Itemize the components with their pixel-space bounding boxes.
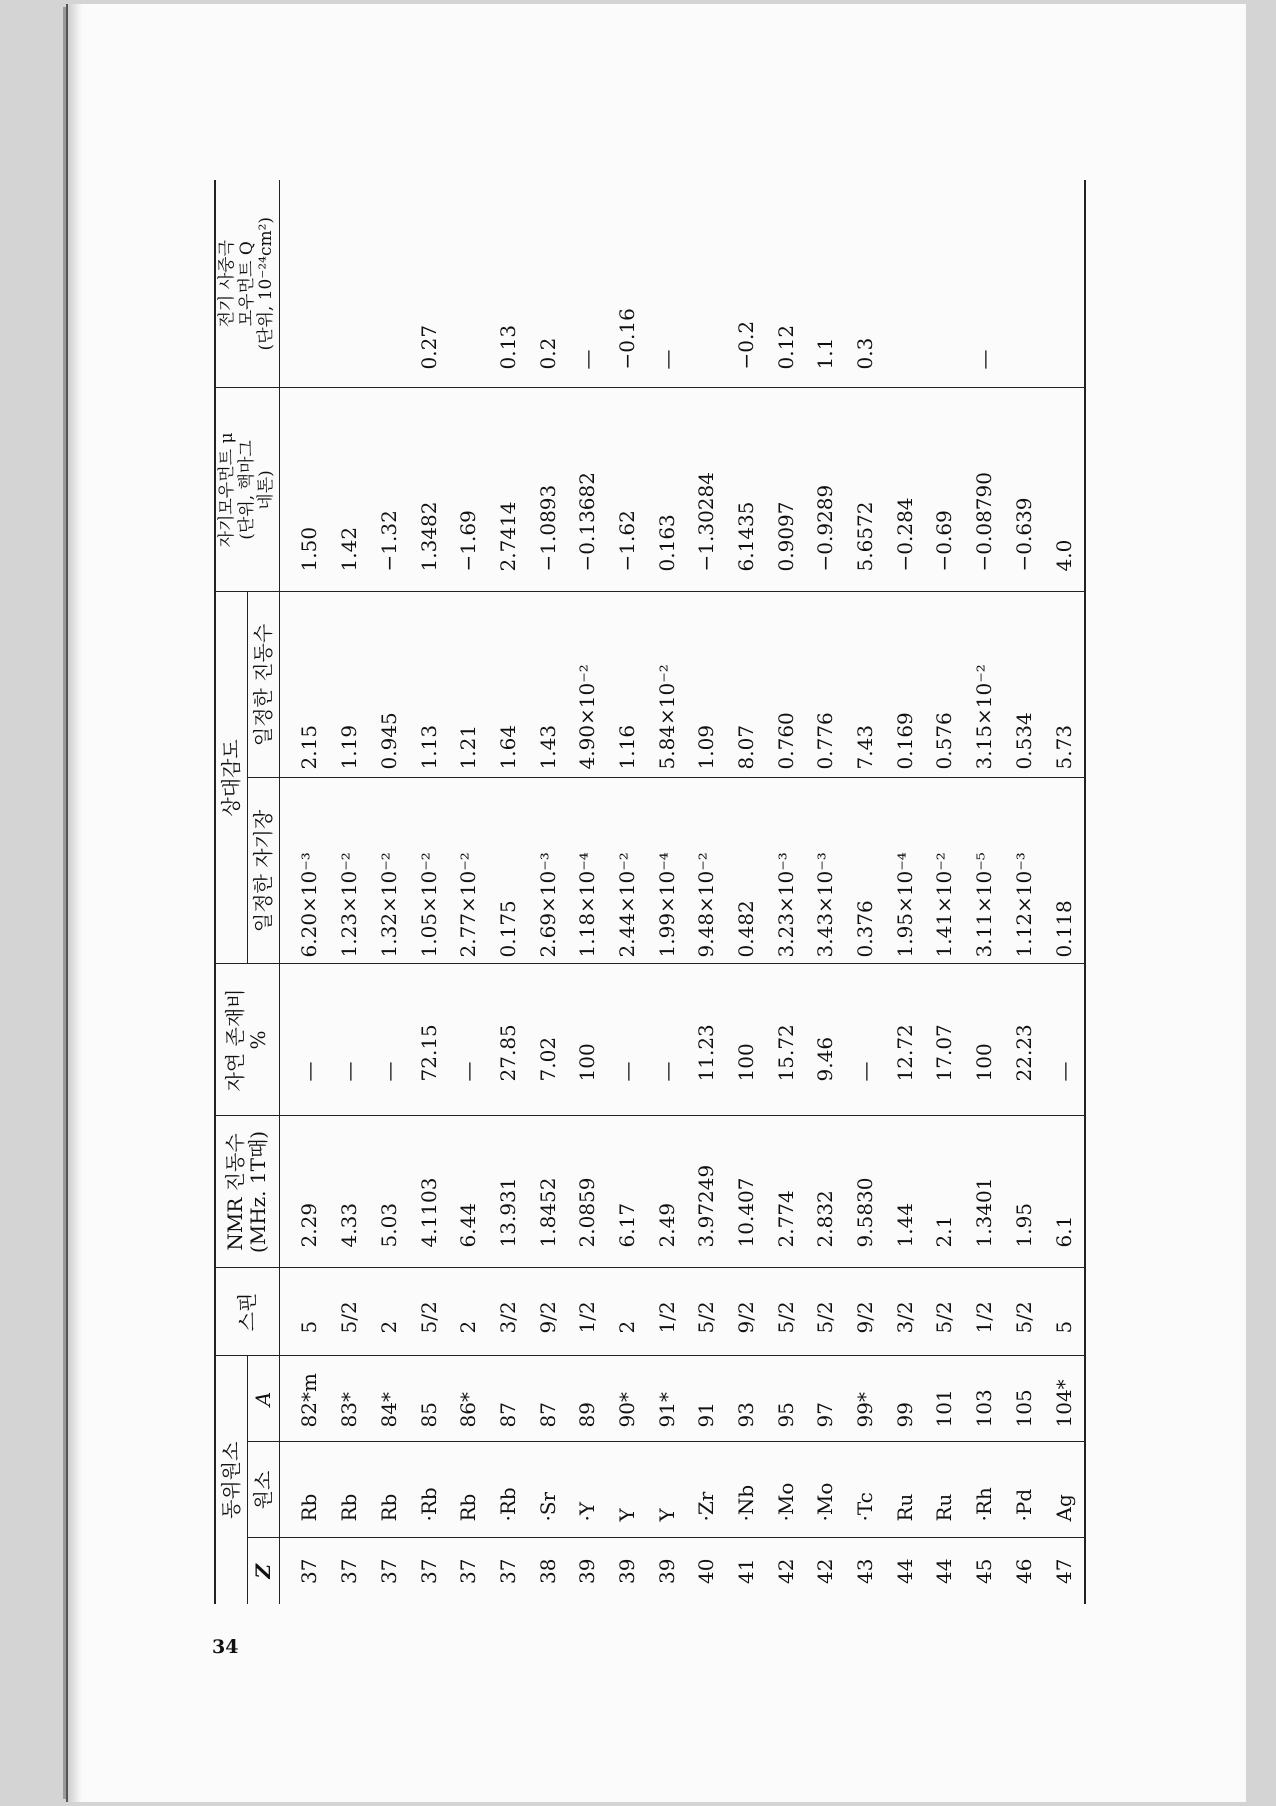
header-sensitivity-frequency: 일정한 진동수	[247, 592, 279, 778]
magnetic-moment-value: −0.284	[885, 388, 925, 592]
magnetic-moment-value: 1.50	[279, 388, 329, 592]
sensitivity-frequency-value: 1.09	[686, 592, 726, 778]
isotope-z: 39	[607, 1538, 647, 1604]
isotope-mass-number: 104*	[1043, 1356, 1084, 1442]
isotope-mass-number: 84*	[369, 1356, 409, 1442]
header-mu-line3: 네톤)	[256, 470, 277, 510]
isotope-mass-number: 89	[567, 1356, 607, 1442]
header-spin: 스핀	[215, 1268, 279, 1356]
quadrupole-moment-value: 0.12	[773, 324, 798, 370]
nmr-frequency-value: 4.33	[329, 1116, 369, 1268]
isotope-element: Y	[607, 1442, 647, 1538]
isotope-mass-number: 91*	[647, 1356, 687, 1442]
isotope-mass-number: 103	[964, 1356, 1004, 1442]
sensitivity-frequency-value: 1.16	[607, 592, 647, 778]
isotope-element: Ru	[924, 1442, 964, 1538]
spin-value: 9/2	[845, 1268, 885, 1356]
quadrupole-moment-value	[329, 180, 369, 388]
quadrupole-moment-value: 0.13	[495, 324, 520, 370]
header-abundance-line2: %	[246, 1030, 271, 1050]
sensitivity-frequency-value: 3.15×10⁻²	[964, 592, 1004, 778]
isotope-mass-number: 97	[805, 1356, 845, 1442]
sensitivity-frequency-value: 0.576	[924, 592, 964, 778]
isotope-element: ·Y	[567, 1442, 607, 1538]
sensitivity-field-value: 0.376	[845, 778, 885, 964]
isotope-mass-number: 101	[924, 1356, 964, 1442]
isotope-element: ·Mo	[766, 1442, 806, 1538]
isotope-mass-number: 82*m	[279, 1356, 329, 1442]
isotope-mass-number: 83*	[329, 1356, 369, 1442]
magnetic-moment-value: 5.6572	[845, 388, 885, 592]
magnetic-moment-value: −1.69	[448, 388, 488, 592]
spin-value: 5/2	[805, 1268, 845, 1356]
spin-value: 5/2	[766, 1268, 806, 1356]
quadrupole-moment-value: —	[575, 349, 600, 370]
sensitivity-field-value: 2.77×10⁻²	[448, 778, 488, 964]
header-q-line2: 모우먼트 Q	[236, 241, 257, 327]
quadrupole-moment-value	[1004, 180, 1044, 388]
isotope-z: 37	[369, 1538, 409, 1604]
header-quadrupole-moment	[215, 180, 279, 388]
magnetic-moment-value: −0.9289	[805, 388, 845, 592]
spin-value: 5/2	[329, 1268, 369, 1356]
magnetic-moment-value: 6.1435	[726, 388, 766, 592]
isotope-z: 38	[528, 1538, 568, 1604]
isotope-element: ·Rb	[409, 1442, 449, 1538]
natural-abundance-value: 27.85	[488, 964, 528, 1116]
nmr-frequency-value: 2.774	[766, 1116, 806, 1268]
isotope-mass-number: 85	[409, 1356, 449, 1442]
table-row	[726, 180, 766, 1604]
spin-value: 2	[369, 1268, 409, 1356]
quadrupole-moment-value: 0.2	[535, 337, 560, 370]
isotope-z: 41	[726, 1538, 766, 1604]
sensitivity-field-value: 1.05×10⁻²	[409, 778, 449, 964]
natural-abundance-value: —	[279, 964, 329, 1116]
natural-abundance-value: 17.07	[924, 964, 964, 1116]
header-sensitivity-field: 일정한 자기장	[247, 778, 279, 964]
magnetic-moment-value: 1.3482	[409, 388, 449, 592]
natural-abundance-value: 100	[726, 964, 766, 1116]
sensitivity-field-value: 3.11×10⁻⁵	[964, 778, 1004, 964]
isotope-z: 44	[924, 1538, 964, 1604]
quadrupole-moment-value: 0.3	[852, 337, 877, 370]
magnetic-moment-value: −1.0893	[528, 388, 568, 592]
sensitivity-frequency-value: 1.43	[528, 592, 568, 778]
header-z: Z	[247, 1538, 279, 1604]
magnetic-moment-value: −1.62	[607, 388, 647, 592]
isotope-element: Ru	[885, 1442, 925, 1538]
sensitivity-frequency-value: 1.64	[488, 592, 528, 778]
nmr-frequency-value: 1.44	[885, 1116, 925, 1268]
table-row	[567, 180, 607, 1604]
natural-abundance-value: 12.72	[885, 964, 925, 1116]
spin-value: 5	[1043, 1268, 1084, 1356]
page-number: 34	[212, 1636, 239, 1658]
spin-value: 3/2	[885, 1268, 925, 1356]
isotope-z: 37	[279, 1538, 329, 1604]
table-row	[279, 180, 329, 1604]
sensitivity-frequency-value: 4.90×10⁻²	[567, 592, 607, 778]
natural-abundance-value: —	[329, 964, 369, 1116]
quadrupole-moment-value	[448, 180, 488, 388]
spin-value: 2	[607, 1268, 647, 1356]
isotope-z: 37	[409, 1538, 449, 1604]
spin-value: 2	[448, 1268, 488, 1356]
sensitivity-frequency-value: 1.13	[409, 592, 449, 778]
isotope-mass-number: 105	[1004, 1356, 1044, 1442]
table-body	[279, 180, 1085, 1604]
table-row	[924, 180, 964, 1604]
header-mu-line2: (단위, 핵마그	[236, 440, 257, 540]
isotope-element: ·Zr	[686, 1442, 726, 1538]
nmr-frequency-value: 9.5830	[845, 1116, 885, 1268]
isotope-element: ·Tc	[845, 1442, 885, 1538]
table-row	[528, 180, 568, 1604]
isotope-z: 44	[885, 1538, 925, 1604]
isotope-mass-number: 91	[686, 1356, 726, 1442]
table-row	[607, 180, 647, 1604]
spin-value: 1/2	[647, 1268, 687, 1356]
isotope-z: 37	[329, 1538, 369, 1604]
isotope-z: 47	[1043, 1538, 1084, 1604]
isotope-element: ·Pd	[1004, 1442, 1044, 1538]
header-natural-abundance	[215, 964, 279, 1116]
sensitivity-frequency-value: 0.169	[885, 592, 925, 778]
nmr-frequency-value: 6.1	[1043, 1116, 1084, 1268]
isotope-mass-number: 99	[885, 1356, 925, 1442]
isotope-element: ·Mo	[805, 1442, 845, 1538]
nmr-frequency-value: 2.29	[279, 1116, 329, 1268]
isotope-mass-number: 95	[766, 1356, 806, 1442]
sensitivity-frequency-value: 0.534	[1004, 592, 1044, 778]
nmr-frequency-value: 4.1103	[409, 1116, 449, 1268]
sensitivity-field-value: 2.69×10⁻³	[528, 778, 568, 964]
table-row	[686, 180, 726, 1604]
isotope-mass-number: 93	[726, 1356, 766, 1442]
quadrupole-moment-value	[686, 180, 726, 388]
spin-value: 5	[279, 1268, 329, 1356]
natural-abundance-value: 72.15	[409, 964, 449, 1116]
natural-abundance-value: 15.72	[766, 964, 806, 1116]
isotope-z: 43	[845, 1538, 885, 1604]
isotope-z: 42	[805, 1538, 845, 1604]
nmr-frequency-value: 2.832	[805, 1116, 845, 1268]
magnetic-moment-value: −1.30284	[686, 388, 726, 592]
isotope-element: Y	[647, 1442, 687, 1538]
sensitivity-frequency-value: 1.21	[448, 592, 488, 778]
spin-value: 5/2	[1004, 1268, 1044, 1356]
isotope-element: Rb	[448, 1442, 488, 1538]
isotope-element: Rb	[279, 1442, 329, 1538]
sensitivity-field-value: 0.118	[1043, 778, 1084, 964]
natural-abundance-value: 100	[964, 964, 1004, 1116]
quadrupole-moment-value: —	[971, 349, 996, 370]
table-row	[885, 180, 925, 1604]
isotope-z: 42	[766, 1538, 806, 1604]
spin-value: 1/2	[964, 1268, 1004, 1356]
isotope-z: 45	[964, 1538, 1004, 1604]
isotope-mass-number: 99*	[845, 1356, 885, 1442]
sensitivity-frequency-value: 5.84×10⁻²	[647, 592, 687, 778]
natural-abundance-value: —	[369, 964, 409, 1116]
sensitivity-field-value: 1.23×10⁻²	[329, 778, 369, 964]
magnetic-moment-value: 2.7414	[488, 388, 528, 592]
page-gutter	[68, 4, 82, 1802]
isotope-element: ·Sr	[528, 1442, 568, 1538]
isotope-z: 37	[448, 1538, 488, 1604]
header-isotope-group: 동위원소	[215, 1356, 247, 1604]
spin-value: 5/2	[924, 1268, 964, 1356]
magnetic-moment-value: 4.0	[1043, 388, 1084, 592]
quadrupole-moment-value	[924, 180, 964, 388]
table-row	[805, 180, 845, 1604]
header-nmr-line2: (MHz. 1T때)	[246, 1130, 271, 1254]
header-element: 원소	[247, 1442, 279, 1538]
sensitivity-field-value: 3.43×10⁻³	[805, 778, 845, 964]
natural-abundance-value: 11.23	[686, 964, 726, 1116]
nmr-frequency-value: 10.407	[726, 1116, 766, 1268]
header-nmr-frequency	[215, 1116, 279, 1268]
isotope-element: Ag	[1043, 1442, 1084, 1538]
nmr-frequency-value: 6.44	[448, 1116, 488, 1268]
spin-value: 3/2	[488, 1268, 528, 1356]
natural-abundance-value: 22.23	[1004, 964, 1044, 1116]
magnetic-moment-value: −0.13682	[567, 388, 607, 592]
sensitivity-field-value: 1.32×10⁻²	[369, 778, 409, 964]
spin-value: 9/2	[726, 1268, 766, 1356]
natural-abundance-value: —	[1043, 964, 1084, 1116]
magnetic-moment-value: 0.163	[647, 388, 687, 592]
table-row	[488, 180, 528, 1604]
isotope-z: 39	[567, 1538, 607, 1604]
sensitivity-frequency-value: 0.760	[766, 592, 806, 778]
quadrupole-moment-value	[279, 180, 329, 388]
sensitivity-frequency-value: 8.07	[726, 592, 766, 778]
sensitivity-frequency-value: 0.776	[805, 592, 845, 778]
nmr-frequency-value: 1.8452	[528, 1116, 568, 1268]
header-magnetic-moment	[215, 388, 279, 592]
sensitivity-field-value: 1.95×10⁻⁴	[885, 778, 925, 964]
sensitivity-field-value: 1.41×10⁻²	[924, 778, 964, 964]
header-relative-sensitivity: 상대감도	[215, 592, 247, 964]
nmr-frequency-value: 5.03	[369, 1116, 409, 1268]
header-nmr-line1: NMR 진동수	[223, 1133, 248, 1251]
sensitivity-frequency-value: 0.945	[369, 592, 409, 778]
sensitivity-field-value: 1.18×10⁻⁴	[567, 778, 607, 964]
magnetic-moment-value: −1.32	[369, 388, 409, 592]
sensitivity-frequency-value: 1.19	[329, 592, 369, 778]
isotope-z: 37	[488, 1538, 528, 1604]
magnetic-moment-value: −0.639	[1004, 388, 1044, 592]
isotope-element: ·Nb	[726, 1442, 766, 1538]
sensitivity-field-value: 0.482	[726, 778, 766, 964]
table-row	[1004, 180, 1044, 1604]
sensitivity-frequency-value: 5.73	[1043, 592, 1084, 778]
table-row	[1043, 180, 1084, 1604]
spin-value: 9/2	[528, 1268, 568, 1356]
nmr-isotope-table-container	[214, 180, 1078, 1604]
nmr-frequency-value: 1.3401	[964, 1116, 1004, 1268]
isotope-z: 39	[647, 1538, 687, 1604]
table-row	[964, 180, 1004, 1604]
spin-value: 5/2	[409, 1268, 449, 1356]
nmr-frequency-value: 6.17	[607, 1116, 647, 1268]
isotope-element: ·Rb	[488, 1442, 528, 1538]
sensitivity-field-value: 1.12×10⁻³	[1004, 778, 1044, 964]
header-q-line1: 전기 사중극	[217, 239, 237, 328]
natural-abundance-value: —	[647, 964, 687, 1116]
natural-abundance-value: 9.46	[805, 964, 845, 1116]
natural-abundance-value: 7.02	[528, 964, 568, 1116]
table-row	[766, 180, 806, 1604]
header-abundance-line1: 자연 존재비	[223, 988, 248, 1092]
isotope-element: ·Rh	[964, 1442, 1004, 1538]
header-q-line3: (단위, 10⁻²⁴cm²)	[256, 216, 277, 351]
quadrupole-moment-value: —	[654, 349, 679, 370]
natural-abundance-value: —	[607, 964, 647, 1116]
magnetic-moment-value: 0.9097	[766, 388, 806, 592]
nmr-frequency-value: 1.95	[1004, 1116, 1044, 1268]
natural-abundance-value: 100	[567, 964, 607, 1116]
header-row-top	[215, 180, 247, 1604]
table-row	[409, 180, 449, 1604]
natural-abundance-value: —	[448, 964, 488, 1116]
sensitivity-field-value: 9.48×10⁻²	[686, 778, 726, 964]
magnetic-moment-value: −0.08790	[964, 388, 1004, 592]
isotope-mass-number: 90*	[607, 1356, 647, 1442]
table-row	[845, 180, 885, 1604]
isotope-element: Rb	[369, 1442, 409, 1538]
header-a: A	[247, 1356, 279, 1442]
sensitivity-field-value: 1.99×10⁻⁴	[647, 778, 687, 964]
isotope-mass-number: 86*	[448, 1356, 488, 1442]
quadrupole-moment-value	[369, 180, 409, 388]
nmr-frequency-value: 13.931	[488, 1116, 528, 1268]
spin-value: 5/2	[686, 1268, 726, 1356]
nmr-frequency-value: 3.97249	[686, 1116, 726, 1268]
quadrupole-moment-value: −0.16	[614, 308, 639, 370]
table-row	[448, 180, 488, 1604]
nmr-isotope-table	[214, 180, 1086, 1604]
sensitivity-frequency-value: 2.15	[279, 592, 329, 778]
natural-abundance-value: —	[845, 964, 885, 1116]
header-mu-line1: 자기모우먼트 μ	[217, 432, 237, 548]
table-row	[369, 180, 409, 1604]
nmr-frequency-value: 2.49	[647, 1116, 687, 1268]
quadrupole-moment-value	[885, 180, 925, 388]
sensitivity-field-value: 2.44×10⁻²	[607, 778, 647, 964]
table-row	[647, 180, 687, 1604]
spin-value: 1/2	[567, 1268, 607, 1356]
magnetic-moment-value: −0.69	[924, 388, 964, 592]
quadrupole-moment-value: 1.1	[813, 337, 838, 370]
isotope-element: Rb	[329, 1442, 369, 1538]
nmr-frequency-value: 2.0859	[567, 1116, 607, 1268]
sensitivity-field-value: 0.175	[488, 778, 528, 964]
isotope-z: 40	[686, 1538, 726, 1604]
magnetic-moment-value: 1.42	[329, 388, 369, 592]
table-row	[329, 180, 369, 1604]
sensitivity-field-value: 6.20×10⁻³	[279, 778, 329, 964]
sensitivity-field-value: 3.23×10⁻³	[766, 778, 806, 964]
sensitivity-frequency-value: 7.43	[845, 592, 885, 778]
nmr-frequency-value: 2.1	[924, 1116, 964, 1268]
quadrupole-moment-value: −0.2	[733, 320, 758, 370]
quadrupole-moment-value	[1043, 180, 1084, 388]
isotope-mass-number: 87	[488, 1356, 528, 1442]
quadrupole-moment-value: 0.27	[416, 324, 441, 370]
isotope-z: 46	[1004, 1538, 1044, 1604]
isotope-mass-number: 87	[528, 1356, 568, 1442]
